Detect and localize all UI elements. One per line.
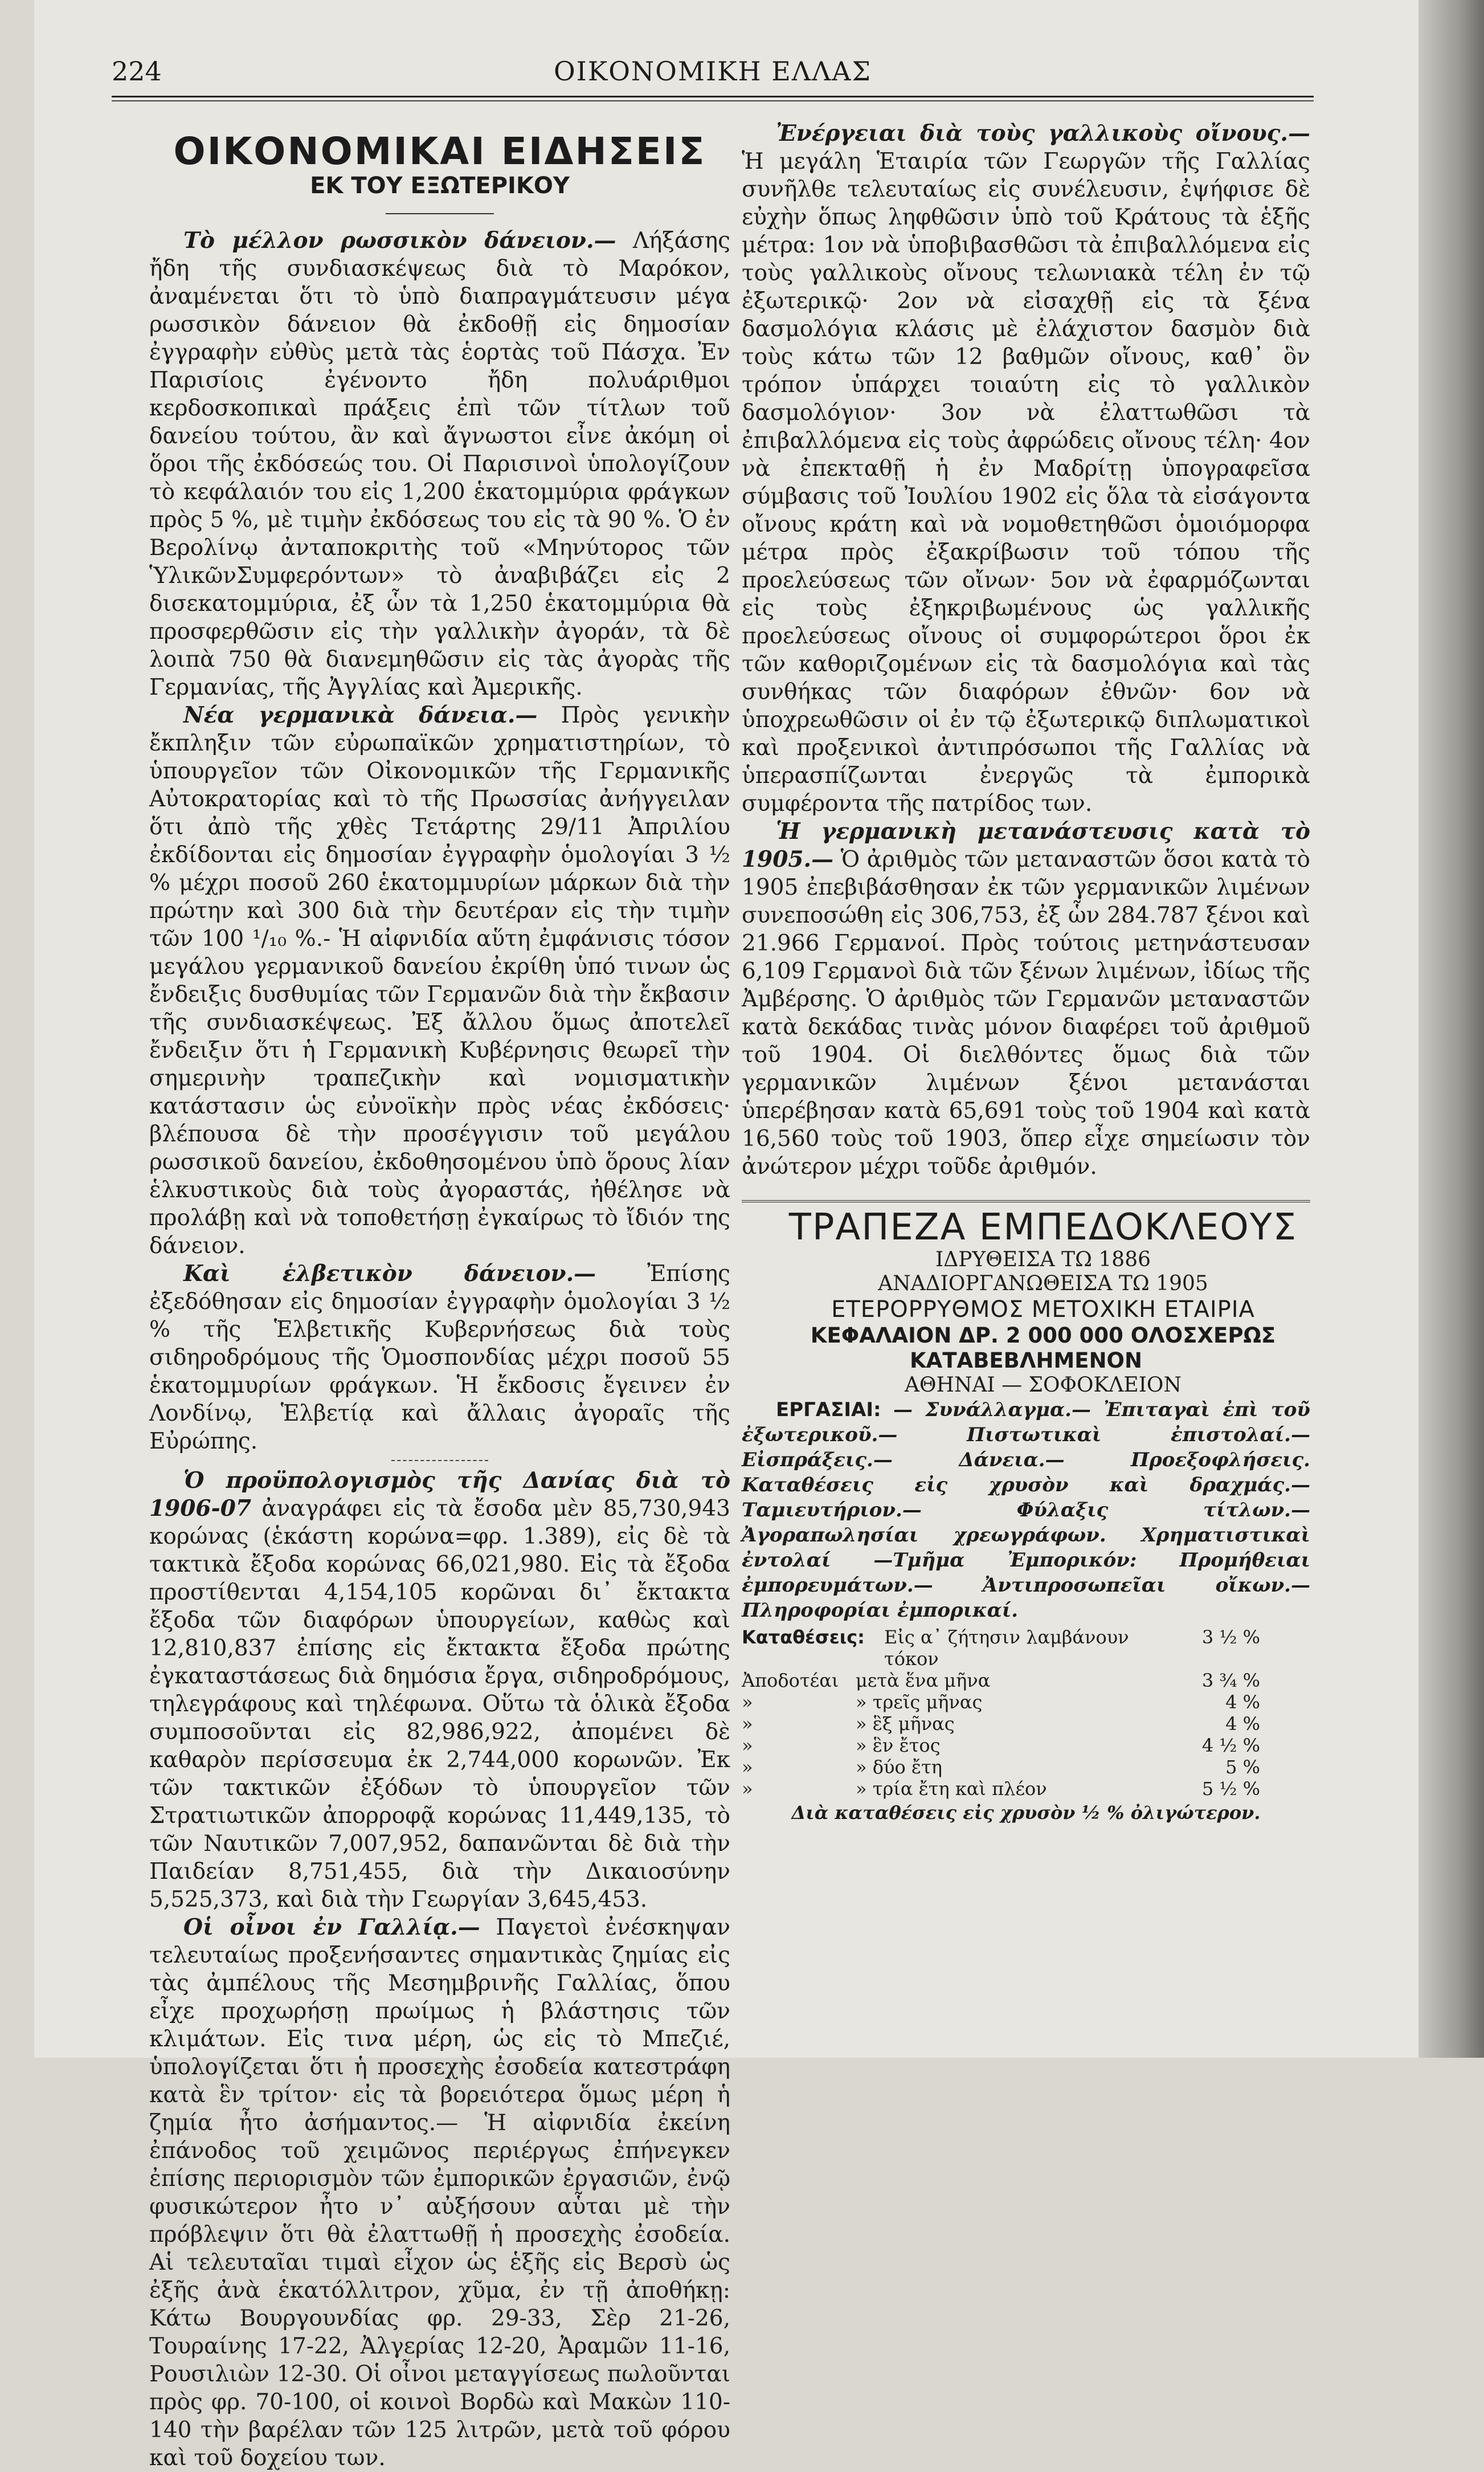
article-danish-budget [149,1467,730,1914]
article-swiss-loan [149,1260,730,1455]
article-french-wines [149,1914,730,2472]
deposit-row [742,1735,1310,1756]
deposit-rate: 4 ½ % [1201,1735,1260,1756]
article-heading: Καὶ ἑλβετικὸν δάνειον.— [183,1261,596,1287]
section-title: ΟΙΚΟΝΟΜΙΚΑΙ ΕΙΔΗΣΕΙΣ [173,129,706,173]
deposit-term: » τρεῖς μῆνας [856,1691,983,1713]
deposit-intro-row [742,1626,1310,1670]
deposit-rate: 4 % [1225,1713,1260,1735]
gold-deposit-note: Διὰ καταθέσεις εἰς χρυσὸν ½ % ὀλιγώτερον. [791,1802,1261,1824]
deposit-row [742,1713,1310,1735]
title-divider [386,213,494,214]
bank-name: ΤΡΑΠΕΖΑ ΕΜΠΕΔΟΚΛΕΟΥΣ [788,1206,1298,1249]
article-heading: Ἡ γερμανικὴ μετανάστευσις κατὰ τὸ 1905.— [742,818,1310,872]
article-body: Ἐπίσης ἐξεδόθησαν εἰς δημοσίαν ἐγγραφὴν ὁμολογίαι 3 ½ % τῆς Ἑλβετικῆς Κυβερνήσεως διὰ τοὺς σιδηροδρόμους τῆς Ὁμοσπονδίας μέχρι ποσοῦ 55 ἑκατομμυρίων φράγκων. Ἡ ἔκδοσις ἔγεινεν ἐν Λονδίνῳ, Ἑλβετίᾳ καὶ ἄλλαις ἀγοραῖς τῆς Εὐρώπης. [149,1261,730,1454]
header-rule [112,96,1314,97]
deposit-term: » ἓν ἔτος [856,1735,941,1756]
deposit-term: » τρία ἔτη καὶ πλέον [856,1778,1047,1800]
deposit-row [742,1670,1310,1691]
running-title: ΟΙΚΟΝΟΜΙΚΗ ΕΛΛΑΣ [553,56,872,87]
deposit-rates-table [742,1626,1310,1824]
deposit-rate: 5 ½ % [1201,1778,1260,1800]
bank-company-type: ΕΤΕΡΟΡΡΥΘΜΟΣ ΜΕΤΟΧΙΚΗ ΕΤΑΙΡΙΑ [831,1296,1255,1323]
article-french-wine-measures [742,120,1310,818]
deposit-term: » δύο ἔτη [856,1756,942,1778]
article-german-emigration [742,818,1310,1181]
article-russian-loan [149,227,730,701]
article-body: Ὁ ἀριθμὸς τῶν μεταναστῶν ὅσοι κατὰ τὸ 1905 ἐπεβιβάσθησαν ἐκ τῶν γερμανικῶν λιμένων συνεποσώθη εἰς 306,753, ἐξ ὧν 284.787 ξένοι καὶ 21.966 Γερμανοί. Πρὸς τούτοις μετηνάστευσαν 6,109 Γερμανοὶ διὰ τῶν ξένων λιμένων, ἰδίως τῆς Ἀμβέρσης. Ὁ ἀριθμὸς τῶν Γερμανῶν μεταναστῶν κατὰ δεκάδας τινὰς μόνον διαφέρει τοῦ ἀριθμοῦ τοῦ 1904. Οἱ διελθόντες ὅμως διὰ τῶν γερμανικῶν λιμένων ξένοι μετανάσται ὑπερέβησαν κατὰ 65,691 τοὺς τοῦ 1904 καὶ κατὰ 16,560 τοὺς τοῦ 1903, ὅπερ εἶχε σημείωσιν τὸν ἀνώτερον μέχρι τοῦδε ἀριθμόν. [742,847,1310,1180]
bank-address: ΑΘΗΝΑΙ — ΣΟΦΟΚΛΕΙΟΝ [905,1373,1182,1397]
header-rule-secondary [112,100,1314,101]
deposit-row [742,1778,1310,1800]
deposit-mark: » [742,1756,753,1778]
bank-founded: ΙΔΡΥΘΕΙΣΑ ΤΩ 1886 [935,1248,1151,1271]
bank-advertisement [742,1200,1310,1824]
right-column [742,120,1310,1824]
deposits-intro-rate: 3 ½ % [1201,1626,1260,1648]
deposit-term: » ἓξ μῆνας [856,1713,955,1735]
bank-reorganized: ΑΝΑΔΙΟΡΓΑΝΩΘΕΙΣΑ ΤΩ 1905 [878,1272,1208,1295]
page-number: 224 [112,56,162,87]
page-header [112,56,1314,90]
deposit-rate: 4 % [1225,1691,1260,1713]
services-list: — Συνάλλαγμα.— Ἐπιταγαὶ ἐπὶ τοῦ ἐξωτερικοῦ.— Πιστωτικαὶ ἐπιστολαί.— Εἰσπράξεις.— Δάνεια.— Προεξοφλήσεις. Καταθέσεις εἰς χρυσὸν καὶ δραχμάς.— Ταμιευτήριον.— Φύλαξις τίτλων.— Ἀγοραπωλησίαι χρεωγράφων. Χρηματιστικαὶ ἐντολαί —Τμῆμα Ἐμπορικόν: Προμήθειαι ἐμπορευμάτων.— Ἀντιπροσωπεῖαι οἴκων.— Πληροφορίαι ἐμπορικαί. [742,1398,1311,1622]
bank-services [742,1397,1310,1623]
deposit-rate: 3 ¾ % [1201,1670,1260,1691]
article-heading: Ὁ προϋπολογισμὸς τῆς Δανίας διὰ τὸ 1906-07 [149,1467,730,1521]
section-subtitle: ΕΚ ΤΟΥ ΕΞΩΤΕΡΙΚΟΥ [310,173,570,199]
left-column [149,120,730,2472]
deposit-rate: 5 % [1225,1756,1260,1778]
deposit-mark: » [742,1778,753,1800]
ornamental-divider [391,1460,488,1461]
deposit-term: μετὰ ἕνα μῆνα [856,1670,991,1691]
article-body: Παγετοὶ ἐνέσκηψαν τελευταίως προξενήσαντες σημαντικὰς ζημίας εἰς τὰς ἀμπέλους τῆς Μεσημβρινῆς Γαλλίας, ὅπου εἶχε προχωρήσῃ πρωίμως ἡ βλάστησις τῶν κλιμάτων. Εἰς τινα μέρη, ὡς εἰς τὸ Μπεζιέ, ὑπολογίζεται ὅτι ἡ προσεχὴς ἐσοδεία κατεστράφη κατὰ ἓν τρίτον· εἰς τὰ βορειότερα ὅμως μέρη ἡ ζημία ἦτο ἀσήμαντος.— Ἡ αἰφνιδία ἐκείνη ἐπάνοδος τοῦ χειμῶνος περιέργως ἐπήνεγκεν ἐπίσης περιορισμὸν τῶν ἐμπορικῶν ἐργασιῶν, ἐνῷ φυσικώτερον ἦτο ν᾽ αὐξήσουν αὗται μὲ τὴν πρόβλεψιν ὅτι θὰ ἐλαττωθῇ ἡ προσεχὴς ἐσοδεία. Αἱ τελευταῖαι τιμαὶ εἶχον ὡς ἑξῆς εἰς Βερσὺ ὡς ἐξῆς ἀνὰ ἑκατόλλιτρον, χῦμα, ἐν τῇ ἀποθήκῃ: Κάτω Βουργουνδίας φρ. 29-33, Σὲρ 21-26, Τουραίνης 17-22, Ἀλγερίας 12-20, Ἀραμῶν 11-16, Ρουσιλιὼν 12-30. Οἱ οἶνοι μεταγγίσεως πωλοῦνται πρὸς φρ. 70-100, οἱ κοινοὶ Βορδὼ καὶ Μακὼν 110-140 τὴν βαρέλαν τῶν 125 λιτρῶν, μετὰ τοῦ φόρου καὶ τοῦ δοχείου των. [149,1915,730,2471]
deposit-mark: » [742,1735,753,1756]
article-heading: Ἐνέργειαι διὰ τοὺς γαλλικοὺς οἴνους.— [776,120,1310,146]
article-body: ἀναγράφει εἰς τὰ ἔσοδα μὲν 85,730,943 κορώνας (ἑκάστη κορώνα=φρ. 1.389), εἰς δὲ τὰ τακτικὰ ἔξοδα κορώνας 66,021,980. Εἰς τὰ ἔξοδα προστίθενται 4,154,105 κορῶναι δι᾽ ἔκτακτα ἔξοδα τῶν διαφόρων ὑπουργείων, καθὼς καὶ 12,810,837 ἐπίσης εἰς ἔκτακτα ἔξοδα πρώτης ἐγκαταστάσεως διὰ δημόσια ἔργα, σιδηροδρόμους, τηλεγράφους καὶ τηλέφωνα. Οὕτω τὰ ὁλικὰ ἔξοδα συμποσοῦνται εἰς 82,986,922, ἀπομένει δὲ καθαρὸν περίσσευμα ἐκ 2,744,000 κορωνῶν. Ἐκ τῶν τακτικῶν ἐξόδων τὸ ὑπουργεῖον τῶν Στρατιωτικῶν ἀπορροφᾷ κορώνας 11,449,135, τὸ τῶν Ναυτικῶν 7,007,952, δαπανῶνται δὲ διὰ τὴν Παιδείαν 8,751,455, διὰ τὴν Δικαιοσύνην 5,525,373, καὶ διὰ τὴν Γεωργίαν 3,645,453. [149,1496,730,1912]
deposit-mark: » [742,1713,753,1735]
article-body: Λήξάσης ἤδη τῆς συνδιασκέψεως διὰ τὸ Μαρόκον, ἀναμένεται ὅτι τὸ ὑπὸ διαπραγμάτευσιν μέγα ρωσσικὸν δάνειον θὰ ἐκδοθῇ εἰς δημοσίαν ἐγγραφὴν εὐθὺς μετὰ τὰς ἑορτὰς τοῦ Πάσχα. Ἐν Παρισίοις ἐγένοντο ἤδη πολυάριθμοι κερδοσκοπικαὶ πράξεις ἐπὶ τῶν τίτλων τοῦ δανείου τούτου, ἂν καὶ ἄγνωστοι εἶνε ἀκόμη οἱ ὅροι τῆς ἐκδόσεώς του. Οἱ Παρισινοὶ ὑπολογίζουν τὸ κεφάλαιόν του εἰς 1,200 ἑκατομμύρια φράγκων πρὸς 5 %, μὲ τιμὴν ἐκδόσεως του εἰς τὰ 90 %. Ὁ ἐν Βερολίνῳ ἀνταποκριτὴς τοῦ «Μηνύτορος τῶν ὙλικῶνΣυμφερόντων» τὸ ἀναβιβάζει εἰς 2 δισεκατομμύρια, ἐξ ὧν τὰ 1,250 ἑκατομμύρια θὰ προσφερθῶσιν εἰς τὴν γαλλικὴν ἀγοράν, τὰ δὲ λοιπὰ 750 θὰ διανεμηθῶσιν εἰς τὰς ἀγορὰς τῆς Γερμανίας, τῆς Ἀγγλίας καὶ Ἀμερικῆς. [149,228,730,700]
article-heading: Νέα γερμανικὰ δάνεια.— [183,702,538,728]
article-german-loan [149,701,730,1260]
page-edge-shadow [1418,0,1484,2058]
deposits-intro: Εἰς α᾽ ζήτησιν λαμβάνουν τόκον [884,1626,1129,1670]
deposit-row [742,1691,1310,1713]
services-label: ΕΡΓΑΣΙΑΙ: [776,1398,881,1421]
article-heading: Τὸ μέλλον ρωσσικὸν δάνειον.— [183,227,616,254]
bank-capital: ΚΕΦΑΛΑΙΟΝ ΔΡ. 2 000 000 ΟΛΟΣΧΕΡΩΣ ΚΑΤΑΒΕΒΛΗΜΕΝΟΝ [810,1323,1276,1373]
article-heading: Οἱ οἶνοι ἐν Γαλλίᾳ.— [183,1914,480,1940]
article-body: Ἡ μεγάλη Ἑταιρία τῶν Γεωργῶν τῆς Γαλλίας συνῆλθε τελευταίως εἰς συνέλευσιν, ἐψήφισε δὲ εὐχὴν ὅπως ληφθῶσιν ὑπὸ τοῦ Κράτους τὰ ἑξῆς μέτρα: 1ον νὰ ὑποβιβασθῶσι τὰ ἐπιβαλλόμενα εἰς τοὺς γαλλικοὺς οἴνους τελωνιακὰ τέλη ἐν τῷ ἐξωτερικῷ· 2ον νὰ εἰσαχθῇ εἰς τὰ ξένα δασμολόγια κλάσις μὲ ἐλάχιστον δασμὸν διὰ τοὺς κάτω τῶν 12 βαθμῶν οἴνους, καθ᾽ ὃν τρόπον ὑπάρχει τοιαύτη εἰς τὸ γαλλικὸν δασμολόγιον· 3ον νὰ ἐλαττωθῶσι τὰ ἐπιβαλλόμενα εἰς τοὺς ἀφρώδεις οἴνους τέλη· 4ον νὰ ἐπεκταθῇ ἡ ἐν Μαδρίτῃ ὑπογραφεῖσα σύμβασις τοῦ Ἰουλίου 1902 εἰς ὅλα τὰ εἰσάγοντα οἴνους κράτη καὶ νὰ νομοθετηθῶσι ὁμοιόμορφα μέτρα πρὸς ἐξακρίβωσιν τοῦ τόπου τῆς προελεύσεως τῶν οἴνων· 5ον νὰ ἐφαρμόζωνται εἰς τοὺς ἐξηκριβωμένους ὡς γαλλικῆς προελεύσεως οἴνους οἱ συμφορώτεροι ὅροι ἐκ τῶν καθοριζομένων εἰς τὰ δασμολόγια καὶ τὰς συνθήκας τῶν διαφόρων ἐθνῶν· 6ον νὰ ὑποχρεωθῶσιν οἱ ἐν τῷ ἐξωτερικῷ διπλωματικοὶ καὶ προξενικοὶ ἀντιπρόσωποι τῆς Γαλλίας νὰ ὑπερασπίζωνται ἐνεργῶς τὰ ἐμπορικὰ συμφέροντα τῆς πατρίδος των. [742,149,1310,817]
deposit-mark: Ἀποδοτέαι [742,1670,839,1691]
deposit-row [742,1756,1310,1778]
deposit-mark: » [742,1691,753,1713]
article-body: Πρὸς γενικὴν ἔκπληξιν τῶν εὐρωπαϊκῶν χρηματιστηρίων, τὸ ὑπουργεῖον τῶν Οἰκονομικῶν τῆς Γερμανικῆς Αὐτοκρατορίας καὶ τὸ τῆς Πρωσσίας ἀνήγγειλαν ὅτι ἀπὸ τῆς χθὲς Τετάρτης 29/11 Ἀπριλίου ἐκδίδονται εἰς δημοσίαν ἐγγραφὴν ὁμολογίαι 3 ½ % μέχρι ποσοῦ 260 ἑκατομμυρίων μάρκων διὰ τὴν πρώτην καὶ 300 διὰ τὴν δευτέραν εἰς τὴν τιμὴν τῶν 100 ¹/₁₀ %.- Ἡ αἰφνιδία αὕτη ἐμφάνισις τόσον μεγάλου γερμανικοῦ δανείου ἐκρίθη ὑπό τινων ὡς ἔνδειξις δυσθυμίας τῶν Γερμανῶν διὰ τὴν ἔκβασιν τῆς συνδιασκέψεως. Ἐξ ἄλλου ὅμως ἀποτελεῖ ἔνδειξιν ὅτι ἡ Γερμανικὴ Κυβέρνησις θεωρεῖ τὴν σημερινὴν τραπεζικὴν καὶ νομισματικὴν κατάστασιν ὡς εὐνοϊκὴν πρὸς νέας ἐκδόσεις· βλέπουσα δὲ τὴν προσέγγισιν τοῦ μεγάλου ρωσσικοῦ δανείου, ἐκδοθησομένου ὑπὸ ὅρους λίαν ἑλκυστικοὺς διὰ τοὺς ἀγοραστάς, ἠθέλησε νὰ προλάβῃ καὶ νὰ τοποθετήσῃ ἐγκαίρως τὸ ἴδιόν της δάνειον. [149,703,730,1259]
deposits-label: Καταθέσεις: [742,1626,865,1648]
